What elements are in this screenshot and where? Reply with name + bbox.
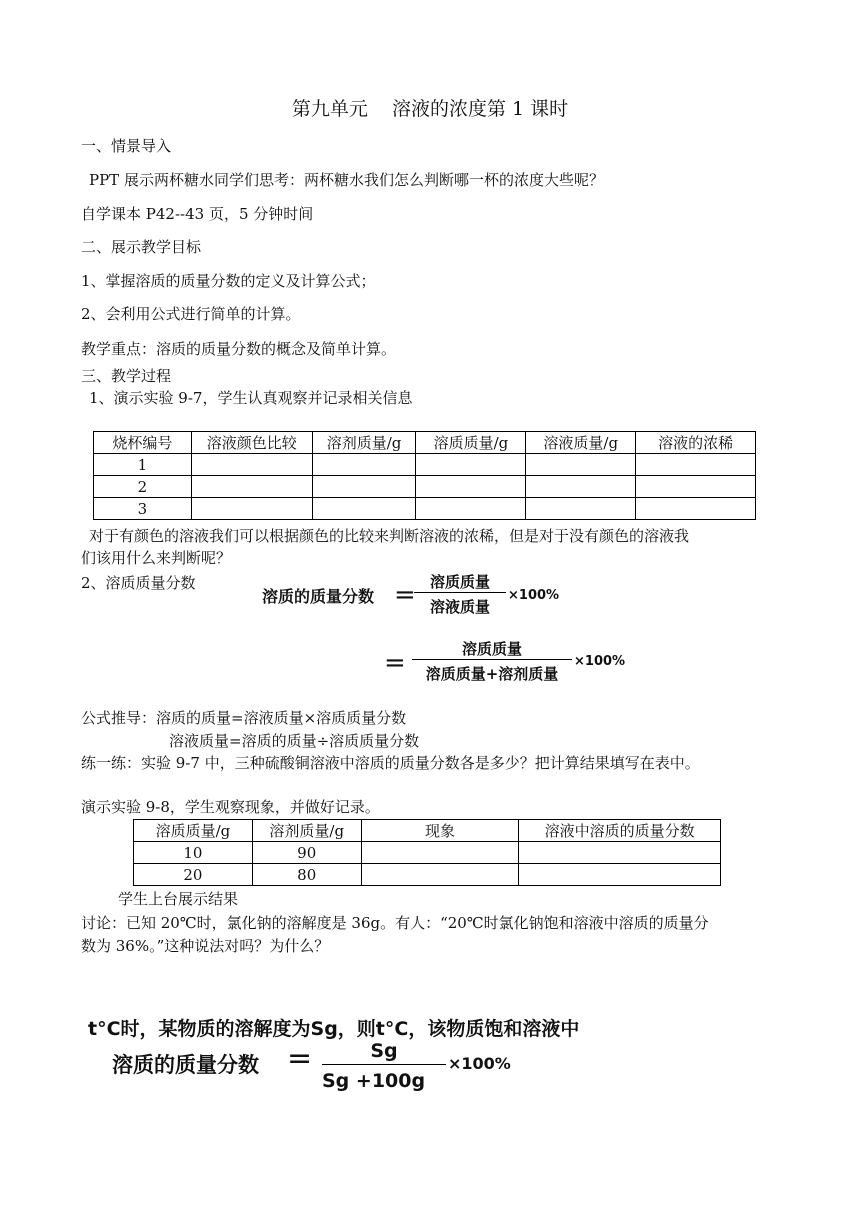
formula-fraction-2 (412, 638, 572, 684)
page-title: 第九单元 溶液的浓度第 1 课时 (291, 98, 569, 120)
table-cell[interactable] (636, 476, 756, 498)
table-header-row (134, 820, 721, 842)
section-heading-intro: 一、情景导入 (81, 137, 172, 155)
table-row (134, 864, 721, 886)
table-cell[interactable] (526, 454, 636, 476)
discussion-line-2: 数为 36%。”这种说法对吗？为什么？ (81, 937, 330, 955)
note-line-2: 们该用什么来判断呢？ (81, 549, 232, 567)
demo-2-text: 演示实验 9-8，学生观察现象，并做好记录。 (81, 798, 380, 816)
formula-2-multiplier: ×100% (448, 1054, 511, 1073)
formula-2-intro: t°C时，某物质的溶解度为Sg，则t°C，该物质饱和溶液中 (88, 1018, 580, 1040)
formula-multiplier: ×100% (508, 588, 560, 603)
table-cell: 1 (94, 454, 192, 476)
table-row (94, 454, 756, 476)
table-header-cell: 现象 (361, 820, 519, 842)
table-cell: 10 (134, 842, 253, 864)
step-1: 1、演示实验 9-7，学生认真观察并记录相关信息 (89, 389, 413, 407)
formula-numerator-2: 溶质质量 (461, 640, 522, 658)
table-cell[interactable] (191, 454, 312, 476)
table-header-cell: 烧杯编号 (94, 432, 192, 454)
formula-fraction (414, 571, 506, 617)
table-header-cell: 溶剂质量/g (312, 432, 416, 454)
self-study-text: 自学课本 P42--43 页，5 分钟时间 (81, 205, 314, 223)
formula-2-fraction (322, 1040, 446, 1092)
table-header-row (94, 432, 756, 454)
table-header-cell: 溶质质量/g (416, 432, 526, 454)
table-cell[interactable] (519, 864, 721, 886)
table-cell: 90 (252, 842, 361, 864)
table-cell[interactable] (416, 454, 526, 476)
table-header-cell: 溶液中溶质的质量分数 (519, 820, 721, 842)
derivation-1: 公式推导：溶质的质量=溶液质量×溶质质量分数 (81, 709, 407, 727)
formula-2-denominator: Sg +100g (322, 1064, 446, 1092)
derivation-2: 溶液质量=溶质的质量÷溶质质量分数 (169, 732, 420, 750)
key-point: 教学重点：溶质的质量分数的概念及简单计算。 (81, 340, 397, 358)
table-row (94, 476, 756, 498)
step-2: 2、溶质质量分数 (81, 574, 196, 592)
section-heading-process: 三、教学过程 (81, 367, 172, 385)
formula-equals-2: = (384, 648, 406, 678)
table-header-cell: 溶液的浓稀 (636, 432, 756, 454)
table-row (94, 498, 756, 520)
table-cell[interactable] (312, 476, 416, 498)
table-cell[interactable] (191, 498, 312, 520)
table-cell: 3 (94, 498, 192, 520)
table-cell[interactable] (526, 476, 636, 498)
table-cell[interactable] (312, 498, 416, 520)
goal-1: 1、掌握溶质的质量分数的定义及计算公式； (81, 272, 376, 290)
table-cell[interactable] (416, 476, 526, 498)
table-header-cell: 溶剂质量/g (252, 820, 361, 842)
table-cell[interactable] (526, 498, 636, 520)
practice-text: 练一练：实验 9-7 中，三种硫酸铜溶液中溶质的质量分数各是多少？把计算结果填写在表中。 (81, 754, 700, 772)
formula-2-equals: = (287, 1041, 313, 1076)
table-cell[interactable] (519, 842, 721, 864)
table-cell[interactable] (416, 498, 526, 520)
table-cell[interactable] (361, 864, 519, 886)
goal-2: 2、会利用公式进行简单的计算。 (81, 305, 301, 323)
table-cell[interactable] (361, 842, 519, 864)
table-cell: 2 (94, 476, 192, 498)
intro-text: PPT 展示两杯糖水同学们思考：两杯糖水我们怎么判断哪一杯的浓度大些呢？ (89, 171, 604, 189)
table-row (134, 842, 721, 864)
students-show-text: 学生上台展示结果 (118, 890, 239, 908)
section-heading-goals: 二、展示教学目标 (81, 238, 202, 256)
experiment-table-1 (93, 431, 756, 520)
formula-2-numerator: Sg (370, 1040, 398, 1062)
formula-equals: = (394, 580, 416, 610)
table-cell: 20 (134, 864, 253, 886)
formula-lhs: 溶质的质量分数 (262, 587, 375, 606)
table-header-cell: 溶液质量/g (526, 432, 636, 454)
table-header-cell: 溶液颜色比较 (191, 432, 312, 454)
table-cell[interactable] (636, 498, 756, 520)
table-cell[interactable] (312, 454, 416, 476)
discussion-line-1: 讨论：已知 20℃时，氯化钠的溶解度是 36g。有人：“20℃时氯化钠饱和溶液中溶质的质量分 (81, 914, 709, 932)
formula-2-lhs: 溶质的质量分数 (112, 1053, 259, 1077)
note-line-1: 对于有颜色的溶液我们可以根据颜色的比较来判断溶液的浓稀，但是对于没有颜色的溶液我 (89, 527, 690, 545)
formula-denominator: 溶液质量 (414, 592, 506, 617)
table-cell[interactable] (191, 476, 312, 498)
table-cell[interactable] (636, 454, 756, 476)
experiment-table-2 (133, 819, 721, 886)
formula-denominator-2: 溶质质量+溶剂质量 (412, 659, 572, 684)
table-header-cell: 溶质质量/g (134, 820, 253, 842)
formula-multiplier-2: ×100% (574, 654, 626, 669)
formula-numerator: 溶质质量 (429, 573, 490, 591)
table-cell: 80 (252, 864, 361, 886)
